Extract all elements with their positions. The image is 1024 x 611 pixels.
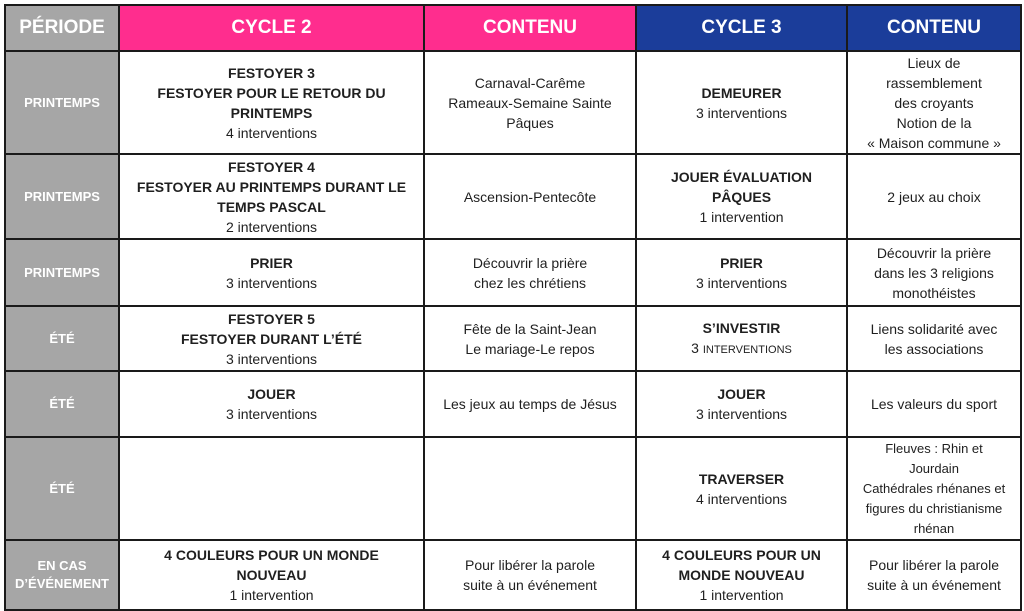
cycle3-cell xyxy=(636,239,847,306)
cycle3-content-cell xyxy=(847,239,1021,306)
cycle2-content-cell-empty xyxy=(424,437,636,540)
cycle2-content-cell xyxy=(424,239,636,306)
content-line: Carnaval-Carême xyxy=(474,74,586,91)
activity-title: TRAVERSER xyxy=(698,470,785,487)
header-content-cycle-3: CONTENU xyxy=(847,5,1021,51)
content-line: suite à un événement xyxy=(463,577,597,593)
activity-title: TEMPS PASCAL xyxy=(217,198,326,215)
intervention-number: 3 xyxy=(691,339,699,356)
activity-title: DEMEURER xyxy=(701,84,782,101)
cycle2-cell xyxy=(119,239,424,306)
content-line: Pour libérer la parole xyxy=(465,557,595,573)
cycle3-cell xyxy=(636,306,847,371)
header-content-cycle-2: CONTENU xyxy=(424,5,636,51)
intervention-count: 3 interventions xyxy=(225,350,318,367)
activity-title: FESTOYER POUR LE RETOUR DU xyxy=(157,84,386,101)
intervention-count: 3 interventions xyxy=(225,274,318,291)
intervention-count: 2 interventions xyxy=(225,218,318,235)
content-line: Les valeurs du sport xyxy=(870,396,998,412)
activity-title: FESTOYER 5 xyxy=(228,310,315,327)
content-line: rassemblement xyxy=(886,74,982,91)
intervention-count: 1 intervention xyxy=(699,208,784,225)
activity-title: MONDE NOUVEAU xyxy=(678,567,805,583)
content-line: Fête de la Saint-Jean xyxy=(463,320,597,337)
activity-title: FESTOYER 3 xyxy=(228,64,315,81)
activity-title: PÂQUES xyxy=(711,188,772,205)
period-cell: ÉTÉ xyxy=(5,437,119,540)
cycle3-cell xyxy=(636,51,847,154)
cycle2-cell xyxy=(119,371,424,437)
period-cell: PRINTEMPS xyxy=(5,51,119,154)
intervention-count: 1 intervention xyxy=(699,587,784,603)
intervention-count: 3 interventions xyxy=(225,406,318,422)
cycle3-content-cell xyxy=(847,51,1021,154)
cycle2-content-cell xyxy=(424,306,636,371)
cycle2-cell xyxy=(119,540,424,610)
intervention-count: 4 interventions xyxy=(225,124,318,141)
content-line: dans les 3 religions xyxy=(874,264,994,281)
cycle2-cell-empty xyxy=(119,437,424,540)
content-line: Notion de la xyxy=(896,114,972,131)
content-line: Rameaux-Semaine Sainte xyxy=(448,94,612,111)
cycle3-content-cell xyxy=(847,371,1021,437)
content-line: Le mariage-Le repos xyxy=(465,340,595,357)
activity-title: JOUER ÉVALUATION xyxy=(670,168,813,185)
content-line: Découvrir la prière xyxy=(876,244,992,261)
table-row xyxy=(5,540,1021,610)
table-row xyxy=(5,306,1021,371)
content-line: monothéistes xyxy=(892,284,976,301)
content-line: Ascension-Pentecôte xyxy=(463,188,597,205)
intervention-count: 1 intervention xyxy=(229,587,314,603)
content-line: Liens solidarité avec xyxy=(870,320,998,337)
intervention-count: 3 interventions xyxy=(695,406,788,422)
cycle2-content-cell xyxy=(424,371,636,437)
cycle3-content-cell xyxy=(847,306,1021,371)
activity-title: PRIER xyxy=(720,254,763,271)
activity-title: NOUVEAU xyxy=(236,567,307,583)
cycle2-content-cell xyxy=(424,51,636,154)
period-cell: PRINTEMPS xyxy=(5,239,119,306)
content-line: les associations xyxy=(884,340,984,357)
content-line: suite à un événement xyxy=(867,577,1001,593)
content-line: Cathédrales rhénanes et xyxy=(862,480,1006,496)
period-cell: ÉTÉ xyxy=(5,371,119,437)
content-line: Pour libérer la parole xyxy=(869,557,999,573)
content-line: Découvrir la prière xyxy=(472,254,588,271)
header-row xyxy=(5,5,1021,51)
header-period: PÉRIODE xyxy=(5,5,119,51)
activity-title: 4 COULEURS POUR UN xyxy=(662,547,821,563)
period-line: EN CAS xyxy=(37,558,87,573)
content-line: 2 jeux au choix xyxy=(887,188,981,205)
header-cycle-2: CYCLE 2 xyxy=(119,5,424,51)
activity-title: JOUER xyxy=(717,386,766,402)
cycle3-cell xyxy=(636,437,847,540)
content-line: Fleuves : Rhin et xyxy=(885,440,983,456)
period-line: D’ÉVÉNEMENT xyxy=(15,576,109,591)
activity-title: FESTOYER 4 xyxy=(228,158,315,175)
activity-title: PRINTEMPS xyxy=(230,104,313,121)
activity-title: PRIER xyxy=(250,254,293,271)
activity-title: JOUER xyxy=(247,386,296,402)
cycle3-cell xyxy=(636,371,847,437)
content-line: chez les chrétiens xyxy=(473,274,587,291)
table-row xyxy=(5,154,1021,239)
content-line: « Maison commune » xyxy=(867,134,1001,151)
content-line: Jourdain xyxy=(909,460,959,476)
activity-title: FESTOYER AU PRINTEMPS DURANT LE xyxy=(136,178,407,195)
cycle2-cell xyxy=(119,154,424,239)
cycle3-cell xyxy=(636,154,847,239)
cycle2-content-cell xyxy=(424,154,636,239)
cycle2-content-cell xyxy=(424,540,636,610)
content-line: des croyants xyxy=(894,94,974,111)
activity-title: S’INVESTIR xyxy=(702,319,781,336)
table-row xyxy=(5,371,1021,437)
intervention-word: INTERVENTIONS xyxy=(702,343,792,356)
content-line: rhénan xyxy=(913,520,955,536)
cycle2-cell xyxy=(119,306,424,371)
content-line: figures du christianisme xyxy=(865,500,1003,516)
period-cell: ÉTÉ xyxy=(5,306,119,371)
header-cycle-3: CYCLE 3 xyxy=(636,5,847,51)
intervention-count: 3 interventions xyxy=(695,274,788,291)
intervention-count xyxy=(643,338,840,360)
period-cell: PRINTEMPS xyxy=(5,154,119,239)
activity-title: FESTOYER DURANT L’ÉTÉ xyxy=(181,330,362,347)
content-line: Lieux de xyxy=(907,54,961,71)
cycle3-content-cell xyxy=(847,437,1021,540)
content-line: Pâques xyxy=(506,114,554,131)
schedule-table xyxy=(4,4,1022,611)
table-row xyxy=(5,51,1021,154)
intervention-count: 3 interventions xyxy=(695,104,788,121)
activity-title: 4 COULEURS POUR UN MONDE xyxy=(164,547,379,563)
cycle3-content-cell xyxy=(847,540,1021,610)
content-line: Les jeux au temps de Jésus xyxy=(443,396,617,412)
table-row xyxy=(5,437,1021,540)
intervention-count: 4 interventions xyxy=(695,490,788,507)
period-cell xyxy=(5,540,119,610)
cycle2-cell xyxy=(119,51,424,154)
cycle3-cell xyxy=(636,540,847,610)
cycle3-content-cell xyxy=(847,154,1021,239)
table-row xyxy=(5,239,1021,306)
